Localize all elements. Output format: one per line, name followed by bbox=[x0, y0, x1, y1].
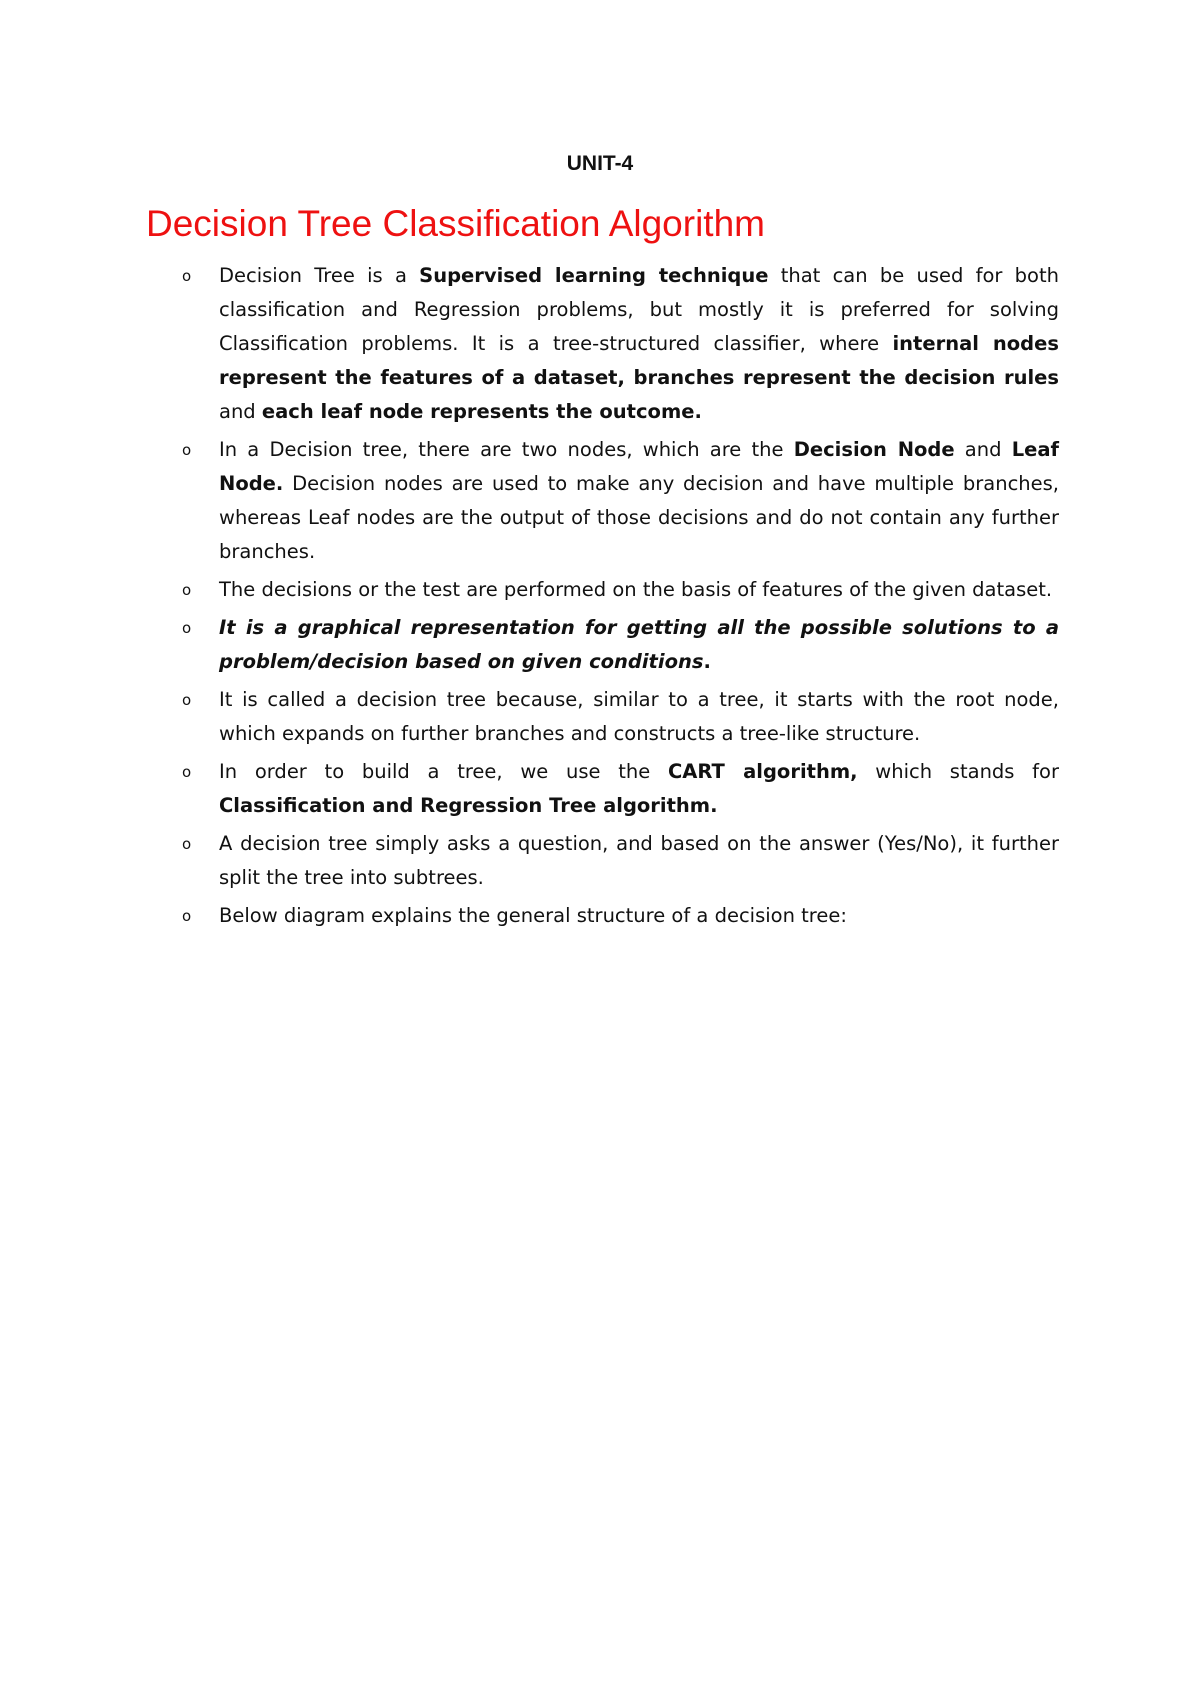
bullet-marker: o bbox=[182, 763, 192, 781]
text-run: In a Decision tree, there are two nodes, which are the bbox=[219, 438, 794, 461]
bullet-marker: o bbox=[182, 835, 192, 853]
bullet-marker: o bbox=[182, 441, 192, 459]
text-run: which stands for bbox=[857, 760, 1059, 783]
bold-text: Classification and Regression Tree algorithm. bbox=[219, 794, 718, 817]
text-run: and bbox=[954, 438, 1012, 461]
bold-italic-text: It is a graphical representation for getting all the possible solutions to a problem/decision based on given conditions bbox=[219, 616, 1059, 673]
bold-text: Supervised learning technique bbox=[419, 264, 769, 287]
text-run: Decision Tree is a bbox=[219, 264, 420, 287]
page-title: Decision Tree Classification Algorithm bbox=[146, 203, 765, 244]
bullet-list bbox=[182, 259, 1059, 937]
list-item bbox=[182, 755, 1059, 823]
list-item bbox=[182, 573, 1059, 607]
bullet-marker: o bbox=[182, 619, 192, 637]
list-item bbox=[182, 611, 1059, 679]
text-run: It is called a decision tree because, similar to a tree, it starts with the root node, which expands on further branches and constructs a tree-like structure. bbox=[219, 688, 1059, 745]
text-run: and bbox=[219, 400, 262, 423]
text-run: . bbox=[703, 650, 711, 673]
list-item bbox=[182, 433, 1059, 569]
text-run: Decision nodes are used to make any decision and have multiple branches, whereas Leaf nodes are the output of those decisions and do not contain any further branches. bbox=[219, 472, 1059, 563]
text-run: that can be used for both classification and Regression problems, but mostly it is preferred for solving Classification problems. It is a tree-structured classifier, where bbox=[219, 264, 1059, 355]
bold-text: CART algorithm, bbox=[667, 760, 858, 783]
text-run: A decision tree simply asks a question, and based on the answer (Yes/No), it further split the tree into subtrees. bbox=[219, 832, 1059, 889]
text-run: In order to build a tree, we use the bbox=[219, 760, 668, 783]
list-item bbox=[182, 899, 1059, 933]
bullet-marker: o bbox=[182, 267, 192, 285]
list-item bbox=[182, 683, 1059, 751]
text-run: The decisions or the test are performed on the basis of features of the given dataset. bbox=[219, 578, 1053, 601]
unit-heading: UNIT-4 bbox=[566, 152, 634, 175]
bullet-marker: o bbox=[182, 581, 192, 599]
bullet-marker: o bbox=[182, 691, 192, 709]
list-item bbox=[182, 259, 1059, 429]
bold-text: each leaf node represents the outcome. bbox=[261, 400, 702, 423]
bold-text: internal nodes represent the features of a dataset, branches represent the decision rules bbox=[219, 332, 1059, 389]
bold-text: Leaf Node. bbox=[219, 438, 1059, 495]
text-run: Below diagram explains the general structure of a decision tree: bbox=[219, 904, 847, 927]
bold-text: Decision Node bbox=[793, 438, 955, 461]
list-item bbox=[182, 827, 1059, 895]
bullet-marker: o bbox=[182, 907, 192, 925]
